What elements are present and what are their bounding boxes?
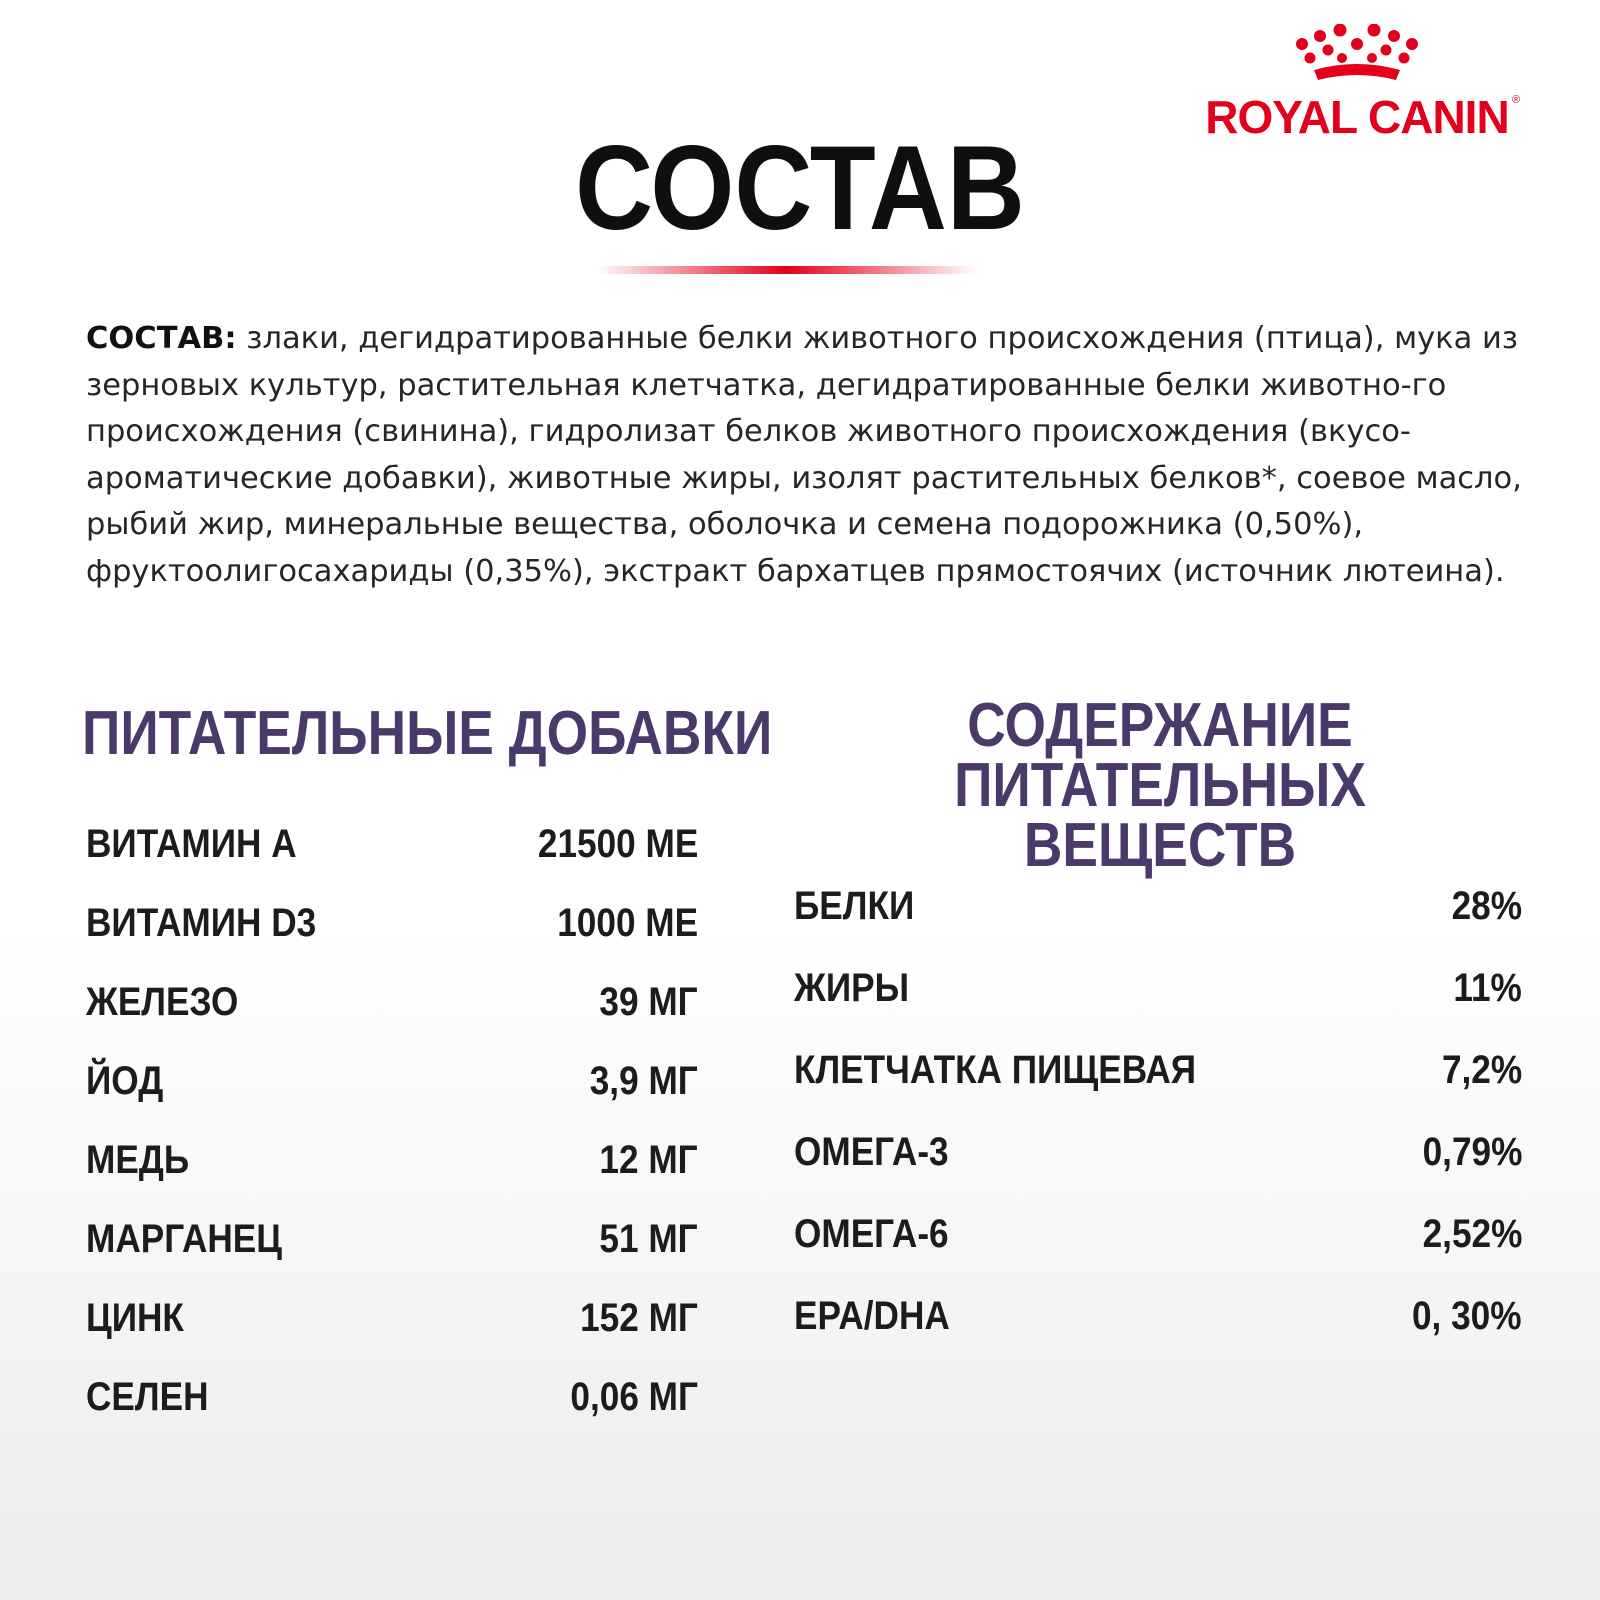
nutrient-value: 0,79% [1422,1130,1522,1174]
nutrients-title [847,691,1473,880]
supplement-row [86,1375,698,1435]
nutrient-name: ОМЕГА-3 [794,1130,949,1174]
nutrient-name: ЖИРЫ [794,966,910,1010]
crown-icon [1292,24,1422,90]
supplement-row [86,980,698,1040]
supplement-value: 39 МГ [599,980,698,1024]
composition-text: злаки, дегидратированные белки животного происхождения (птица), мука из зерновых культур, растительная клетчатка, дегидратированные белки животно-го происхождения (свинина), гидролизат белков животного происхождения (вкусо-ароматические добавки), животные жиры, изолят растительных белков*, соевое масло, рыбий жир, минеральные вещества, оболочка и семена подорожника (0,50%), фруктоолигосахариды (0,35%), экстракт бархатцев прямостоячих (источник лютеина). [86,321,1522,589]
nutrient-value: 11% [1453,966,1522,1010]
nutrients-title-line1: СОДЕРЖАНИЕ ПИТАТЕЛЬНЫХ [954,691,1366,820]
supplement-value: 51 МГ [599,1217,698,1261]
nutrient-name: EPA/DHA [794,1294,950,1338]
brand-name: ROYAL CANIN [1205,91,1509,143]
nutrient-value: 2,52% [1422,1212,1522,1256]
nutrient-name: ОМЕГА-6 [794,1212,949,1256]
nutrient-row [794,1212,1522,1272]
nutrient-value: 7,2% [1441,1048,1522,1092]
nutrient-name: БЕЛКИ [794,884,915,928]
supplement-name: ЙОД [86,1059,164,1103]
supplements-table [86,822,698,1462]
supplement-value: 12 МГ [599,1138,698,1182]
nutrient-row [794,884,1522,944]
supplement-row [86,822,698,882]
supplement-value: 0,06 МГ [570,1375,698,1419]
supplement-name: МЕДЬ [86,1138,190,1182]
nutrients-table [794,884,1522,1404]
supplement-name: ЦИНК [86,1296,184,1340]
nutrient-row [794,1048,1522,1108]
supplement-value: 21500 МЕ [537,822,698,866]
title-underline [596,266,976,274]
supplement-name: МАРГАНЕЦ [86,1217,282,1261]
nutrient-value: 28% [1451,884,1522,928]
composition-label: СОСТАВ: [86,321,237,356]
page-title: СОСТАВ [575,121,1025,255]
composition-paragraph [86,316,1526,595]
nutrients-title-line2: ВЕЩЕСТВ [1023,811,1297,880]
supplements-title: ПИТАТЕЛЬНЫЕ ДОБАВКИ [82,699,773,768]
supplement-name: ВИТАМИН А [86,822,297,866]
nutrient-row [794,1130,1522,1190]
supplement-row [86,1138,698,1198]
supplement-value: 152 МГ [580,1296,698,1340]
supplement-value: 3,9 МГ [590,1059,698,1103]
registered-mark: ® [1512,94,1521,106]
supplement-name: ЖЕЛЕЗО [86,980,239,1024]
supplement-row [86,901,698,961]
supplement-name: ВИТАМИН D3 [86,901,317,945]
supplement-value: 1000 МЕ [557,901,698,945]
nutrient-row [794,1294,1522,1354]
supplement-row [86,1217,698,1277]
supplement-row [86,1059,698,1119]
supplement-name: СЕЛЕН [86,1375,209,1419]
nutrient-name: КЛЕТЧАТКА ПИЩЕВАЯ [794,1048,1197,1092]
nutrient-row [794,966,1522,1026]
supplement-row [86,1296,698,1356]
nutrient-value: 0, 30% [1412,1294,1522,1338]
